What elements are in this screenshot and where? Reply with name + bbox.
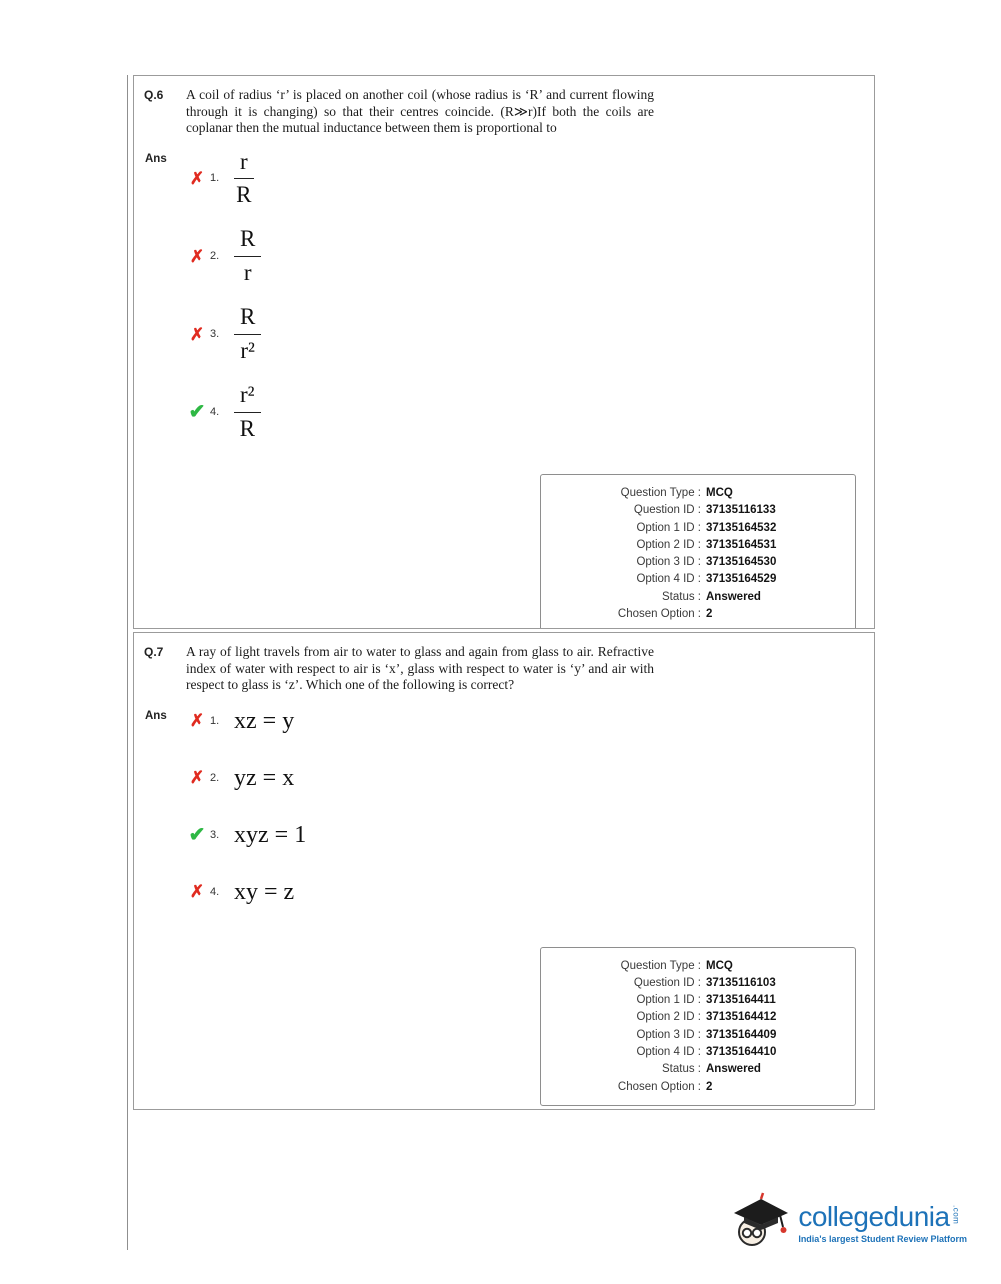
info-value: 37135164530 <box>706 556 777 569</box>
info-value: 37135164529 <box>706 573 777 586</box>
info-value: 37135164409 <box>706 1028 777 1041</box>
cross-icon: ✗ <box>189 168 205 188</box>
check-icon: ✔ <box>188 401 206 424</box>
info-label: Option 4 ID : <box>636 573 701 586</box>
info-label: Option 3 ID : <box>636 556 701 569</box>
check-icon: ✔ <box>188 823 206 846</box>
options-list <box>186 706 306 934</box>
info-row <box>553 1079 843 1096</box>
info-row <box>553 589 843 606</box>
option-row <box>186 304 261 364</box>
info-row <box>553 554 843 571</box>
info-label: Status : <box>662 1063 701 1076</box>
info-value: Answered <box>706 1063 761 1076</box>
option-formula: xyz = 1 <box>234 821 307 848</box>
answer-section <box>134 706 874 934</box>
info-value: MCQ <box>706 959 733 972</box>
option-number: 2. <box>210 771 220 784</box>
fraction-numerator: r <box>234 149 254 179</box>
option-number: 4. <box>210 406 220 419</box>
option-number: 1. <box>210 714 220 727</box>
info-row <box>553 958 843 975</box>
question-block-7 <box>133 632 875 1110</box>
brand-tagline: India's largest Student Review Platform <box>798 1233 967 1244</box>
option-number: 3. <box>210 828 220 841</box>
info-label: Option 2 ID : <box>636 538 701 551</box>
info-row <box>553 975 843 992</box>
option-row <box>186 706 306 736</box>
option-row <box>186 226 261 286</box>
info-row <box>553 520 843 537</box>
option-row <box>186 763 306 793</box>
fraction-denominator: r <box>243 259 252 285</box>
answer-label: Ans <box>145 152 167 165</box>
fraction-denominator: r² <box>240 337 255 363</box>
fraction-numerator: R <box>234 304 261 334</box>
question-number: Q.7 <box>144 645 164 659</box>
info-row <box>553 1009 843 1026</box>
info-row <box>553 1027 843 1044</box>
info-value: Answered <box>706 590 761 603</box>
fraction-numerator: r² <box>234 382 261 412</box>
option-formula: yz = x <box>234 764 295 791</box>
page-content <box>127 75 883 1250</box>
cross-icon: ✗ <box>189 324 205 344</box>
option-row <box>186 149 261 209</box>
cross-icon: ✗ <box>189 882 205 901</box>
option-row <box>186 877 306 907</box>
info-label: Chosen Option : <box>617 1080 701 1093</box>
answer-label: Ans <box>145 709 167 722</box>
option-formula-fraction <box>234 149 254 209</box>
info-value: 37135164412 <box>706 1011 777 1024</box>
info-row <box>553 992 843 1009</box>
info-label: Option 1 ID : <box>636 994 701 1007</box>
info-value: 37135116103 <box>706 976 776 989</box>
option-formula: xz = y <box>234 707 295 734</box>
info-row <box>553 571 843 588</box>
fraction-denominator: R <box>236 181 252 207</box>
fraction-denominator: R <box>239 415 255 441</box>
info-value: 37135164532 <box>706 521 777 534</box>
option-formula: xy = z <box>234 878 295 905</box>
question-number: Q.6 <box>144 88 164 102</box>
info-row <box>553 485 843 502</box>
brand-text-group <box>798 1202 967 1244</box>
info-value: 37135164410 <box>706 1045 777 1058</box>
answer-section <box>134 149 874 461</box>
info-value: MCQ <box>706 487 733 499</box>
option-formula-fraction <box>234 382 261 442</box>
info-label: Question Type : <box>620 959 701 972</box>
fraction-numerator: R <box>234 226 261 256</box>
question-header <box>134 76 874 137</box>
info-value: 37135116133 <box>706 504 776 517</box>
option-formula-fraction <box>234 226 261 286</box>
cross-icon: ✗ <box>189 711 205 730</box>
question-text: A coil of radius ‘r’ is placed on another coil (whose radius is ‘R’ and current flowing through it is changing) so that their centres coincide. (R≫r)If both the coils are coplanar then the mutual inductance between them is proportional to <box>186 87 654 135</box>
info-label: Question ID : <box>633 976 701 989</box>
info-label: Question Type : <box>620 487 701 499</box>
option-row <box>186 820 306 850</box>
option-number: 1. <box>210 172 220 185</box>
info-value: 37135164411 <box>706 994 776 1007</box>
question-info-box <box>540 947 856 1106</box>
question-block-6 <box>133 75 875 629</box>
option-number: 4. <box>210 885 220 898</box>
graduation-cap-icon <box>730 1191 792 1254</box>
info-row <box>553 1061 843 1078</box>
option-formula-fraction <box>234 304 261 364</box>
info-row <box>553 606 843 623</box>
info-label: Option 4 ID : <box>636 1045 701 1058</box>
info-label: Option 3 ID : <box>636 1028 701 1041</box>
info-value: 37135164531 <box>706 538 777 551</box>
info-label: Question ID : <box>633 504 701 517</box>
option-number: 2. <box>210 250 220 263</box>
info-row <box>553 1044 843 1061</box>
cross-icon: ✗ <box>189 768 205 787</box>
option-number: 3. <box>210 328 220 341</box>
info-row <box>553 502 843 519</box>
info-row <box>553 537 843 554</box>
question-text: A ray of light travels from air to water to glass and again from glass to air. Refractive index of water with respect to air is ‘x’, glass with respect to water is ‘y’ and air with respect to glass is ‘z’. Which one of the following is correct? <box>186 644 654 692</box>
info-label: Option 1 ID : <box>636 521 701 534</box>
info-label: Option 2 ID : <box>636 1011 701 1024</box>
options-list <box>186 149 261 461</box>
cross-icon: ✗ <box>189 246 205 266</box>
brand-suffix: .com <box>951 1204 961 1224</box>
info-label: Chosen Option : <box>617 608 701 621</box>
option-row <box>186 382 261 442</box>
brand-line <box>798 1202 967 1232</box>
info-label: Status : <box>662 590 701 603</box>
info-value: 2 <box>706 1080 713 1093</box>
question-header <box>134 633 874 694</box>
brand-name: collegedunia <box>798 1200 950 1232</box>
info-value: 2 <box>706 608 713 621</box>
collegedunia-logo[interactable] <box>730 1191 967 1254</box>
question-info-box <box>540 474 856 629</box>
